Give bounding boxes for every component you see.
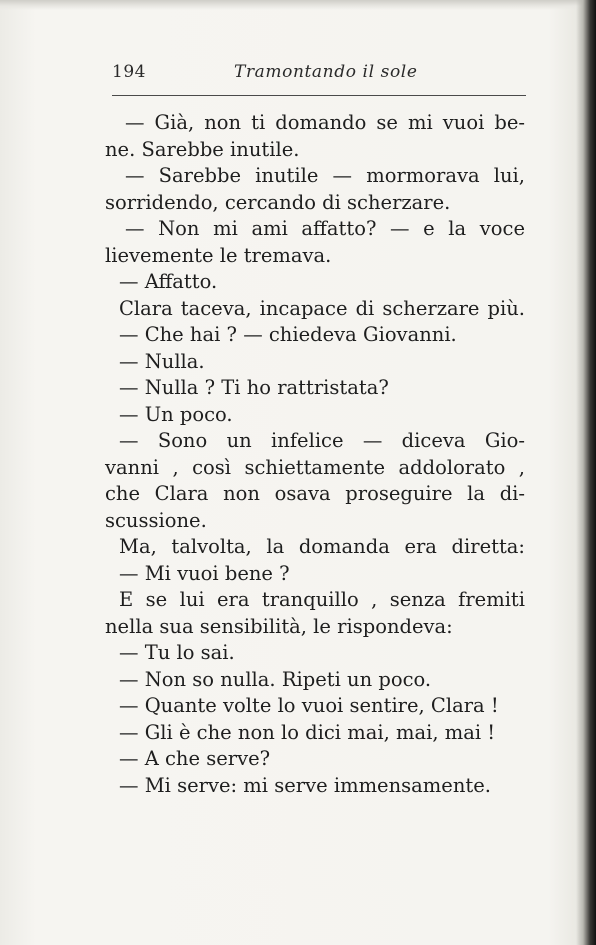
- page-top-edge: [0, 0, 596, 10]
- text-line: — Non so nulla. Ripeti un poco.: [119, 667, 432, 691]
- text-line: lievemente le tremava.: [105, 243, 332, 267]
- text-line: — Sarebbe inutile — mormorava lui,: [125, 164, 525, 187]
- text-line: — Nulla ? Ti ho rattristata?: [119, 376, 389, 399]
- text-line: che Clara non osava proseguire la di-: [105, 482, 525, 505]
- text-line: Ma, talvolta, la domanda era diretta:: [119, 535, 525, 558]
- text-line: — Non mi ami affatto? — e la voce: [125, 217, 525, 240]
- text-line: sorridendo, cercando di scherzare.: [105, 190, 451, 214]
- text-line: — Sono un infelice — diceva Gio-: [119, 429, 525, 452]
- text-line: Clara taceva, incapace di scherzare più.: [119, 296, 525, 320]
- text-line: — Nulla.: [119, 349, 205, 373]
- body-text: [105, 110, 525, 799]
- text-line: ne. Sarebbe inutile.: [105, 137, 300, 161]
- header-rule: [112, 95, 526, 96]
- text-line: — Tu lo sai.: [119, 641, 235, 664]
- text-line: vanni , così schiettamente addolorato ,: [105, 455, 525, 479]
- text-line: — Gli è che non lo dici mai, mai, mai !: [119, 720, 496, 744]
- text-line: — Già, non ti domando se mi vuoi be-: [125, 111, 525, 134]
- running-title: Tramontando il sole: [234, 62, 418, 82]
- text-line: — A che serve?: [119, 747, 271, 770]
- text-line: — Che hai ? — chiedeva Giovanni.: [119, 323, 457, 346]
- book-binding-edge: [576, 0, 596, 945]
- text-line: — Affatto.: [119, 270, 218, 293]
- page-number: 194: [112, 62, 146, 82]
- text-line: — Quante volte lo vuoi sentire, Clara !: [119, 694, 499, 717]
- text-line: scussione.: [105, 508, 207, 532]
- text-line: — Mi serve: mi serve immensamente.: [119, 773, 491, 797]
- text-line: — Mi vuoi bene ?: [119, 561, 290, 585]
- text-line: E se lui era tranquillo , senza fremiti: [119, 588, 525, 611]
- text-line: — Un poco.: [119, 402, 233, 426]
- text-line: nella sua sensibilità, le rispondeva:: [105, 614, 453, 638]
- page-header: [112, 60, 524, 90]
